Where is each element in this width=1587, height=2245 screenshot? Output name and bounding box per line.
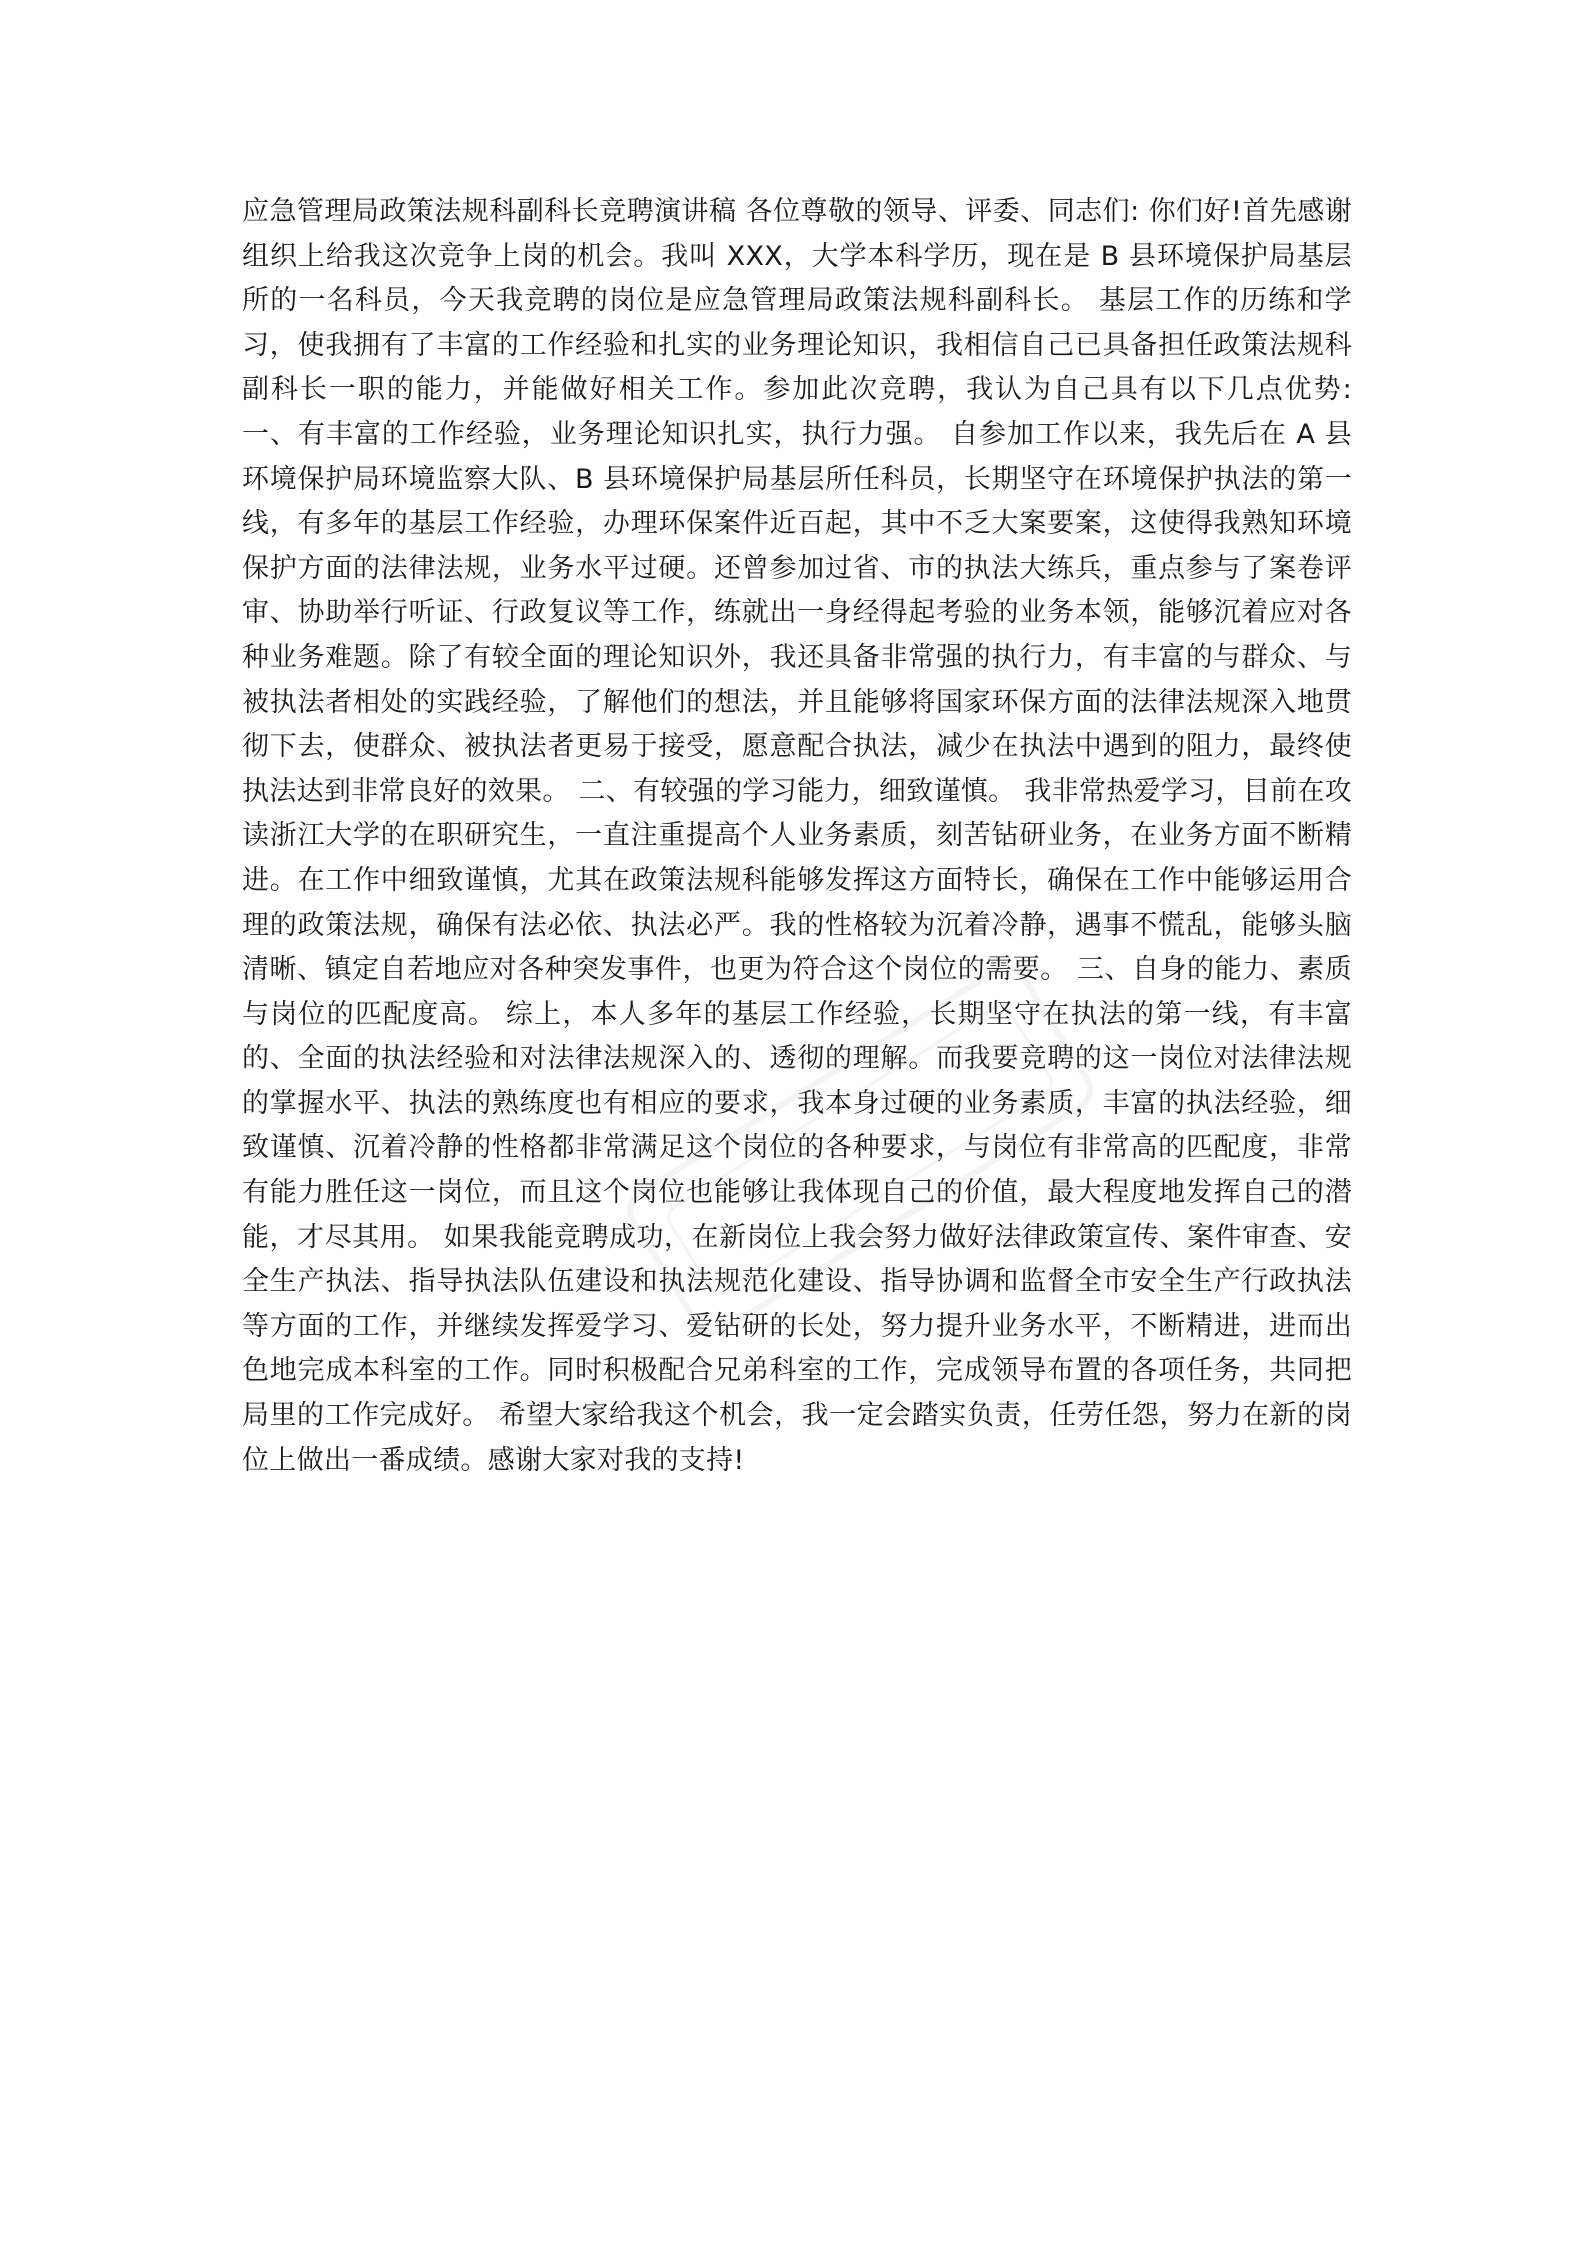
speech-body-text: 应急管理局政策法规科副科长竞聘演讲稿 各位尊敬的领导、评委、同志们: 你们好!首先感谢组织上给我这次竞争上岗的机会。我叫 XXX，大学本科学历，现在是 B 县环境保护局基层所的一名科员，今天我竞聘的岗位是应急管理局政策法规科副科长。 基层工作的历练和学习，使我拥有了丰富的工作经验和扎实的业务理论知识，我相信自己已具备担任政策法规科副科长一职的能力，并能做好相关工作。参加此次竞聘，我认为自己具有以下几点优势: 一、有丰富的工作经验，业务理论知识扎实，执行力强。 自参加工作以来，我先后在 A 县环境保护局环境监察大队、B 县环境保护局基层所任科员，长期坚守在环境保护执法的第一线，有多年的基层工作经验，办理环保案件近百起，其中不乏大案要案，这使得我熟知环境保护方面的法律法规，业务水平过硬。还曾参加过省、市的执法大练兵，重点参与了案卷评审、协助举行听证、行政复议等工作，练就出一身经得起考验的业务本领，能够沉着应对各种业务难题。除了有较全面的理论知识外，我还具备非常强的执行力，有丰富的与群众、与被执法者相处的实践经验，了解他们的想法，并且能够将国家环保方面的法律法规深入地贯彻下去，使群众、被执法者更易于接受，愿意配合执法，减少在执法中遇到的阻力，最终使执法达到非常良好的效果。 二、有较强的学习能力，细致谨慎。 我非常热爱学习，目前在攻读浙江大学的在职研究生，一直注重提高个人业务素质，刻苦钻研业务，在业务方面不断精进。在工作中细致谨慎，尤其在政策法规科能够发挥这方面特长，确保在工作中能够运用合理的政策法规，确保有法必依、执法必严。我的性格较为沉着冷静，遇事不慌乱，能够头脑清晰、镇定自若地应对各种突发事件，也更为符合这个岗位的需要。 三、自身的能力、素质与岗位的匹配度高。 综上，本人多年的基层工作经验，长期坚守在执法的第一线，有丰富的、全面的执法经验和对法律法规深入的、透彻的理解。而我要竞聘的这一岗位对法律法规的掌握水平、执法的熟练度也有相应的要求，我本身过硬的业务素质，丰富的执法经验，细致谨慎、沉着冷静的性格都非常满足这个岗位的各种要求，与岗位有非常高的匹配度，非常有能力胜任这一岗位，而且这个岗位也能够让我体现自己的价值，最大程度地发挥自己的潜能，才尽其用。 如果我能竞聘成功，在新岗位上我会努力做好法律政策宣传、案件审查、安全生产执法、指导执法队伍建设和执法规范化建设、指导协调和监督全市安全生产行政执法等方面的工作，并继续发挥爱学习、爱钻研的长处，努力提升业务水平，不断精进，进而出色地完成本科室的工作。同时积极配合兄弟科室的工作，完成领导布置的各项任务，共同把局里的工作完成好。 希望大家给我这个机会，我一定会踏实负责，任劳任怨，努力在新的岗位上做出一番成绩。感谢大家对我的支持! xyxy=(242,196,1352,1476)
